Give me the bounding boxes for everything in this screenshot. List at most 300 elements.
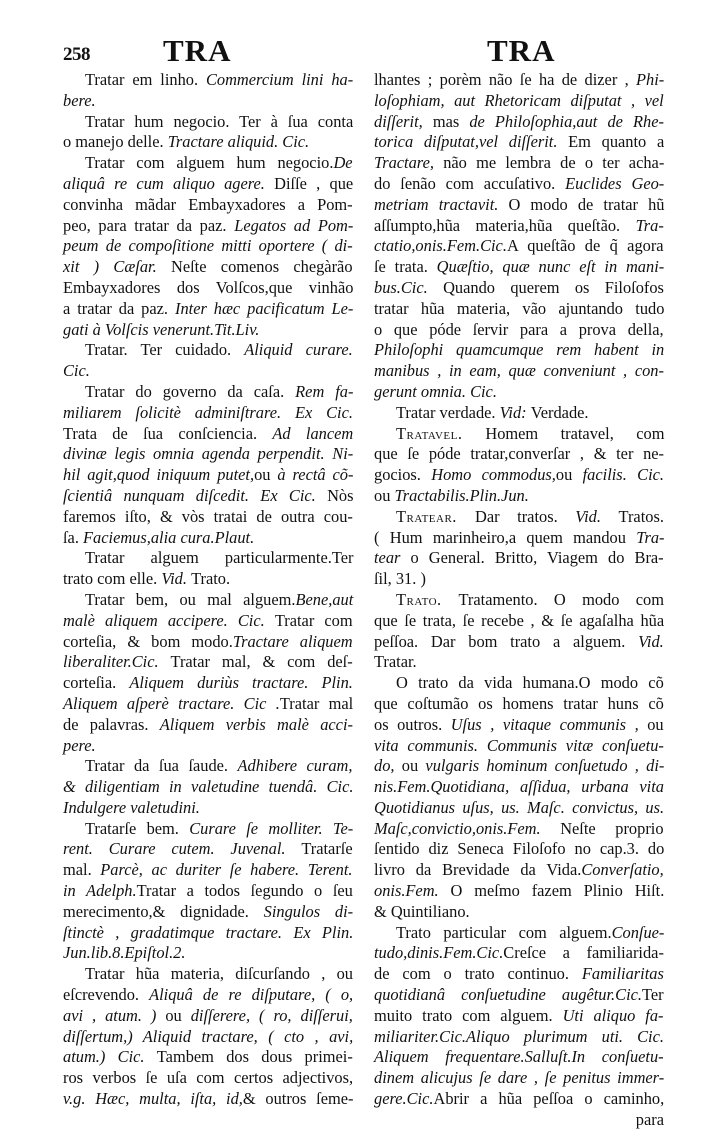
text-line-content	[374, 70, 664, 91]
latin-italic-text: v.g. Hæc, multa, iſta, id,	[63, 1089, 243, 1109]
portuguese-text: Dar tratos.	[475, 506, 576, 526]
text-line	[63, 153, 353, 174]
text-line	[63, 91, 353, 112]
text-line-content	[85, 112, 353, 133]
text-line-content	[396, 403, 589, 424]
text-line-content	[374, 860, 664, 881]
text-line	[63, 112, 353, 133]
text-line-content	[63, 1006, 353, 1027]
text-line-content	[374, 777, 664, 798]
text-line-content	[63, 902, 353, 923]
portuguese-text: Tratar mal	[279, 693, 354, 713]
text-line	[63, 756, 353, 777]
text-line	[63, 860, 353, 881]
text-line	[63, 382, 353, 403]
text-line-content	[374, 361, 664, 382]
latin-italic-text: Singulos di-	[263, 901, 354, 921]
text-line	[63, 694, 353, 715]
text-line-content	[63, 216, 353, 237]
latin-italic-text: Quotidianus uſus, us. Maſc. convictus, us.	[374, 797, 665, 817]
text-line-content	[374, 486, 529, 507]
latin-italic-text: loſophiam, aut Rhetoricam diſputat , vel	[374, 90, 664, 110]
latin-italic-text: Philoſophi quamcumque rem habent in	[374, 340, 665, 360]
text-line-content	[374, 236, 664, 257]
text-line-content	[374, 548, 664, 569]
text-line	[374, 382, 664, 403]
latin-italic-text: diſſerere, ( ro, diſſerui,	[190, 1005, 353, 1025]
text-line	[374, 320, 664, 341]
latin-italic-text: bere.	[63, 90, 96, 110]
latin-italic-text: gerunt omnia. Cic.	[374, 381, 497, 401]
text-line	[374, 1068, 664, 1089]
latin-italic-text: Tractare aliquid. Cic.	[167, 132, 310, 152]
text-line-content	[374, 112, 664, 133]
text-line-content	[63, 611, 353, 632]
latin-italic-text: tear	[374, 548, 411, 568]
portuguese-text: ou	[555, 465, 583, 485]
latin-italic-text: torica diſputat,vel diſſerit.	[374, 132, 569, 152]
text-line	[63, 1027, 353, 1048]
portuguese-text: Tratar com	[274, 610, 353, 630]
latin-italic-text: pere.	[63, 735, 96, 755]
text-line-content	[63, 673, 353, 694]
latin-italic-text: Tractare,	[374, 153, 444, 173]
text-line-content	[396, 507, 664, 528]
latin-italic-text: bus.Cic.	[374, 277, 444, 297]
portuguese-text: ou	[374, 485, 395, 505]
text-line-content	[63, 923, 353, 944]
text-line	[374, 902, 664, 923]
text-line	[63, 216, 353, 237]
text-line-content	[85, 964, 353, 985]
text-line-content	[63, 1047, 353, 1068]
text-line-content	[85, 153, 353, 174]
portuguese-text: livro da Brevidade da Vida.	[374, 860, 582, 880]
portuguese-text: faremos iſto, & vòs tratai de outra cou-	[63, 506, 353, 526]
text-line-content	[63, 839, 353, 860]
portuguese-text: Tratar verdade.	[396, 402, 500, 422]
portuguese-text: que ſe póde tratar,converſar , & ter ne-	[374, 444, 664, 464]
text-line	[374, 216, 664, 237]
latin-italic-text: rent. Curare cutem. Juvenal.	[63, 839, 302, 859]
portuguese-text: A queſtão de q̃ agora	[506, 236, 664, 256]
text-line-content	[85, 70, 353, 91]
text-line-content	[63, 132, 309, 153]
text-line-content	[374, 611, 664, 632]
portuguese-text: Verdade.	[530, 402, 589, 422]
latin-italic-text: Vid.	[575, 506, 619, 526]
portuguese-text: ou	[647, 714, 664, 734]
portuguese-text: peo, para tratar da paz.	[63, 215, 235, 235]
latin-italic-text: tudo,dinis.Fem.Cic.	[374, 943, 504, 963]
text-line	[63, 257, 353, 278]
text-line-content	[374, 278, 664, 299]
portuguese-text: Neſte comenos chegàrão	[171, 257, 353, 277]
text-line	[374, 569, 664, 590]
text-line	[63, 1047, 353, 1068]
latin-italic-text: Inter hæc pacificatum Le-	[174, 298, 354, 318]
text-line	[374, 1027, 664, 1048]
text-line-content	[374, 1006, 663, 1027]
text-line	[63, 819, 353, 840]
latin-italic-text: Ad lancem	[272, 423, 354, 443]
text-line	[63, 777, 353, 798]
text-line-content	[374, 444, 664, 465]
portuguese-text: corteſia, & bom modo.	[63, 631, 233, 651]
text-line-content	[63, 1027, 353, 1048]
portuguese-text: convinha mãdar Embayxadores a Pom-	[63, 194, 353, 214]
text-line	[374, 652, 664, 673]
text-line	[374, 174, 664, 195]
text-line	[63, 881, 353, 902]
text-line	[374, 694, 664, 715]
text-line-content	[374, 257, 664, 278]
portuguese-text: O modo de tratar hũ	[508, 194, 665, 214]
portuguese-text: ſil, 31. )	[374, 569, 426, 589]
latin-italic-text: do,	[374, 756, 402, 776]
portuguese-text: Nòs	[327, 485, 354, 505]
text-line-content	[63, 1068, 353, 1089]
text-line-content	[85, 590, 353, 611]
latin-italic-text: Adhibere curam,	[237, 756, 353, 776]
text-line	[63, 1068, 353, 1089]
latin-italic-text: Tractabilis.Plin.Jun.	[394, 485, 529, 505]
text-line	[374, 590, 664, 611]
latin-italic-text: Vid.	[161, 569, 192, 589]
portuguese-text: Tratarſe	[301, 839, 353, 859]
text-line	[63, 299, 353, 320]
latin-italic-text: hil agit,quod iniquum putet,	[63, 465, 255, 485]
portuguese-text: ſa.	[63, 527, 84, 547]
text-line-content	[63, 486, 353, 507]
text-line-content	[63, 299, 353, 320]
portuguese-text: Tratar alguem particularmente.Ter	[85, 548, 354, 568]
portuguese-text: tratar hũa materia, vão ajuntando tudo	[374, 298, 665, 318]
portuguese-text: Tratar em linho.	[85, 70, 206, 89]
portuguese-text: Tratar a todos ſegundo o ſeu	[136, 881, 353, 901]
portuguese-text: Trato particular com alguem.	[396, 922, 612, 942]
text-line-content	[374, 132, 664, 153]
portuguese-text: Tratar bem, ou mal alguem.	[85, 589, 296, 609]
text-line	[374, 70, 664, 91]
text-line-content	[63, 278, 353, 299]
text-line-content	[396, 424, 664, 445]
latin-italic-text: manibus , in eam, quæ conveniunt , con-	[374, 361, 664, 381]
text-line-content	[63, 569, 230, 590]
portuguese-text: mas	[432, 111, 470, 131]
latin-italic-text: metriam tractavit.	[374, 194, 509, 214]
portuguese-text: Tratamento. O modo com	[458, 589, 664, 609]
text-line	[374, 1006, 664, 1027]
latin-italic-text: Euclides Geo-	[565, 173, 665, 193]
latin-italic-text: ſcientiâ nunquam diſcedit. Ex Cic.	[63, 485, 328, 505]
text-line	[374, 923, 664, 944]
portuguese-text: ou	[401, 756, 426, 776]
text-line-content	[63, 715, 353, 736]
portuguese-text: Tratar.	[374, 652, 417, 672]
text-line	[374, 1089, 664, 1110]
text-line	[63, 236, 353, 257]
text-line	[63, 839, 353, 860]
text-line-content	[85, 756, 353, 777]
text-line	[374, 486, 664, 507]
portuguese-text: Tratar hum negocio. Ter à ſua conta	[85, 111, 354, 131]
latin-italic-text: Familiaritas	[581, 964, 664, 984]
text-line-content	[63, 465, 353, 486]
text-line-content	[63, 320, 259, 341]
text-line-content	[63, 652, 353, 673]
text-line-content	[374, 756, 664, 777]
latin-italic-text: Aliquem duriùs tractare. Plin.	[129, 673, 353, 693]
text-line	[63, 590, 353, 611]
latin-italic-text: Aliquâ de re diſputare, ( o,	[149, 985, 354, 1005]
portuguese-text: aſſumpto,hũa materia,hũa queſtão.	[374, 215, 636, 235]
text-line	[63, 673, 353, 694]
portuguese-text: trato com elle.	[63, 569, 162, 589]
text-line	[63, 486, 353, 507]
running-head-left: TRA	[163, 33, 232, 68]
latin-italic-text: miliariter.Cic.Aliquo plurimum uti. Cic.	[374, 1026, 664, 1046]
text-line	[63, 340, 353, 361]
text-line	[374, 278, 664, 299]
portuguese-text: Tratar com alguem hum negocio.	[85, 153, 334, 173]
latin-italic-text: gere.Cic.	[374, 1089, 434, 1109]
text-line	[63, 569, 353, 590]
text-line	[63, 361, 353, 382]
latin-italic-text: diſſertum,) Aliquid tractare, ( cto , avi,	[63, 1026, 354, 1046]
latin-italic-text: à rectâ cõ-	[277, 465, 354, 485]
text-line-content	[374, 174, 664, 195]
latin-italic-text: in Adelph.	[63, 881, 137, 901]
text-line	[63, 174, 353, 195]
text-line-content	[63, 424, 353, 445]
text-line	[63, 195, 353, 216]
portuguese-text: o General. Britto, Viagem do Bra-	[410, 548, 664, 568]
latin-italic-text: Maſc,convictio,onis.Fem.	[374, 818, 561, 838]
latin-italic-text: Aliquem verbis malè acci-	[159, 714, 353, 734]
portuguese-text: O meſmo fazem Plinio Hiſt.	[450, 881, 665, 901]
latin-italic-text: peum de compoſitione mitti oportere ( di-	[63, 236, 353, 256]
portuguese-text: de palavras.	[63, 714, 160, 734]
latin-italic-text: facilis. Cic.	[582, 465, 664, 485]
latin-italic-text: ſtinctè , gradatimque tractare. Ex Plin.	[63, 922, 354, 942]
portuguese-text: mal.	[63, 860, 101, 880]
text-line-content	[374, 652, 417, 673]
latin-italic-text: Rem fa-	[295, 381, 354, 401]
headword-small-caps: Tratear.	[396, 506, 475, 526]
latin-italic-text: avi , atum. )	[63, 1005, 166, 1025]
portuguese-text: Tratar mal, & com deſ-	[170, 652, 353, 672]
text-line-content	[85, 548, 353, 569]
text-line	[374, 340, 664, 361]
text-line	[374, 715, 664, 736]
text-line-content	[374, 465, 664, 486]
text-line-content	[85, 382, 353, 403]
latin-italic-text: diſſerit,	[374, 111, 433, 131]
text-line	[63, 465, 353, 486]
portuguese-text: eſcrevendo.	[63, 985, 150, 1005]
text-line-content	[63, 257, 353, 278]
portuguese-text: de com o trato continuo.	[374, 964, 582, 984]
text-line-content	[374, 632, 664, 653]
text-line	[63, 444, 353, 465]
text-line	[374, 236, 664, 257]
portuguese-text: Trata de ſua conſciencia.	[63, 423, 273, 443]
text-line-content	[374, 340, 664, 361]
latin-italic-text: malè aliquem accipere. Cic.	[63, 610, 275, 630]
latin-italic-text: nis.Fem.Quotidiana, aſſidua, urbana vita	[374, 777, 664, 797]
latin-italic-text: aliquâ re cum aliquo agere.	[63, 173, 275, 193]
portuguese-text: o manejo delle.	[63, 132, 168, 152]
portuguese-text: O trato da vida humana.O modo cõ	[396, 673, 664, 693]
text-line-content	[374, 798, 664, 819]
portuguese-text: Trato.	[191, 569, 231, 589]
latin-italic-text: Phi-	[636, 70, 665, 89]
text-line-content	[374, 715, 664, 736]
text-line	[374, 736, 664, 757]
text-line	[63, 424, 353, 445]
text-line	[374, 195, 664, 216]
latin-italic-text: ctatio,onis.Fem.Cic.	[374, 236, 507, 256]
text-line-content	[374, 736, 664, 757]
running-head-right: TRA	[487, 33, 556, 68]
portuguese-text: do ſenão com accuſativo.	[374, 173, 566, 193]
latin-italic-text: divinæ legis omnia agenda perpendit. Ni-	[63, 444, 354, 464]
text-line-content	[63, 943, 185, 964]
headword-small-caps: Tratavel.	[396, 423, 486, 443]
latin-italic-text: Bene,aut	[295, 589, 354, 609]
text-line-content	[374, 216, 664, 237]
text-line	[63, 902, 353, 923]
portuguese-text: ou	[254, 465, 278, 485]
portuguese-text: Abrir a hũa peſſoa o caminho,	[433, 1089, 665, 1109]
text-line	[374, 132, 664, 153]
portuguese-text: Diſſe , que	[274, 173, 354, 193]
text-line	[374, 964, 664, 985]
text-line	[63, 70, 353, 91]
text-line-content	[63, 403, 353, 424]
portuguese-text: não me lembra de o ter acha-	[443, 153, 665, 173]
text-line-content	[374, 382, 497, 403]
latin-italic-text: vulgaris hominum conſuetudo , di-	[425, 756, 665, 776]
text-line-content	[63, 91, 96, 112]
text-line-content	[374, 1027, 664, 1048]
text-line	[63, 632, 353, 653]
text-line	[374, 756, 664, 777]
text-line	[63, 985, 353, 1006]
text-line	[374, 881, 664, 902]
text-line	[374, 465, 664, 486]
latin-italic-text: xit ) Cæſar.	[63, 257, 172, 277]
text-line-content	[396, 923, 664, 944]
page-number: 258	[63, 44, 90, 65]
latin-italic-text: Quæſtio, quæ nunc eſt in mani-	[436, 257, 665, 277]
latin-italic-text: Homo commodus,	[431, 465, 556, 485]
text-line-content	[374, 195, 664, 216]
portuguese-text: Tratarſe bem.	[85, 818, 190, 838]
portuguese-text: Homem tratavel, com	[485, 423, 665, 443]
text-line	[63, 715, 353, 736]
portuguese-text: Tambem dos dous primei-	[156, 1047, 353, 1067]
text-line	[374, 819, 664, 840]
text-line-content	[63, 694, 353, 715]
portuguese-text: & Quintiliano.	[374, 901, 470, 921]
text-line	[63, 652, 353, 673]
portuguese-text: os outros.	[374, 714, 451, 734]
latin-italic-text: Vid:	[499, 402, 531, 422]
latin-italic-text: de Philoſophia,aut de Rhe-	[469, 111, 664, 131]
portuguese-text: corteſia.	[63, 673, 130, 693]
text-line-content	[63, 798, 200, 819]
portuguese-text: ou	[165, 1005, 191, 1025]
text-line	[63, 798, 353, 819]
portuguese-text: muito trato com alguem.	[374, 1005, 563, 1025]
text-line	[374, 985, 664, 1006]
text-line	[374, 361, 664, 382]
portuguese-text: Tratar. Ter cuidado.	[85, 340, 245, 360]
portuguese-text: Embayxadores dos Volſcos,que vinhão	[63, 277, 354, 297]
latin-italic-text: Faciemus,alia cura.Plaut.	[83, 527, 255, 547]
portuguese-text: peſſoa. Dar bom trato a alguem.	[374, 631, 639, 651]
left-column	[63, 70, 353, 1110]
latin-italic-text: Uti aliquo fa-	[562, 1005, 664, 1025]
latin-italic-text: Indulgere valetudini.	[63, 797, 200, 817]
latin-italic-text: Aliquem frequentare.Salluſt.In conſuetu-	[374, 1047, 664, 1067]
portuguese-text: Tratar da ſua ſaude.	[85, 756, 238, 776]
latin-italic-text: Aliquem aſperè tractare. Cic .	[63, 693, 280, 713]
text-line-content	[63, 985, 353, 1006]
text-line-content	[396, 590, 664, 611]
portuguese-text: que coſtumão os homens tratar huns cõ	[374, 693, 664, 713]
latin-italic-text: Cic.	[63, 361, 90, 381]
latin-italic-text: Converſatio,	[581, 860, 664, 880]
text-line-content	[374, 902, 470, 923]
text-line-content	[374, 320, 664, 341]
latin-italic-text: & diligentiam in valetudine tuendâ. Cic.	[63, 777, 354, 797]
text-line	[374, 839, 664, 860]
text-line-content	[374, 153, 664, 174]
text-line-content	[63, 881, 353, 902]
portuguese-text: Quando querem os Filoſofos	[443, 277, 664, 297]
portuguese-text: merecimento,& dignidade.	[63, 901, 264, 921]
portuguese-text: ( Hum marinheiro,a quem mandou	[374, 527, 637, 547]
text-line-content	[63, 736, 96, 757]
latin-italic-text: miliarem ſolicitè adminiſtrare. Ex Cic.	[63, 402, 353, 422]
text-line	[374, 153, 664, 174]
text-line-content	[374, 881, 664, 902]
text-line	[374, 1047, 664, 1068]
portuguese-text: Ter	[642, 985, 664, 1005]
text-line	[63, 736, 353, 757]
text-line	[374, 548, 664, 569]
text-line-content	[63, 174, 353, 195]
text-line	[374, 798, 664, 819]
latin-italic-text: quotidianâ conſuetudine augêtur.Cic.	[374, 985, 643, 1005]
text-line	[63, 507, 353, 528]
text-line-content	[374, 985, 664, 1006]
text-line-content	[374, 91, 664, 112]
text-line-content	[63, 236, 353, 257]
text-line	[374, 943, 664, 964]
latin-italic-text: gati à Volſcis venerunt.Tit.Liv.	[63, 319, 260, 339]
text-line-content	[63, 860, 353, 881]
text-line-content	[85, 819, 353, 840]
latin-italic-text: Jun.lib.8.Epiſtol.2.	[63, 943, 186, 963]
latin-italic-text: liberaliter.Cic.	[63, 652, 171, 672]
text-line	[63, 528, 353, 549]
text-line-content	[374, 1068, 664, 1089]
text-line	[374, 424, 664, 445]
